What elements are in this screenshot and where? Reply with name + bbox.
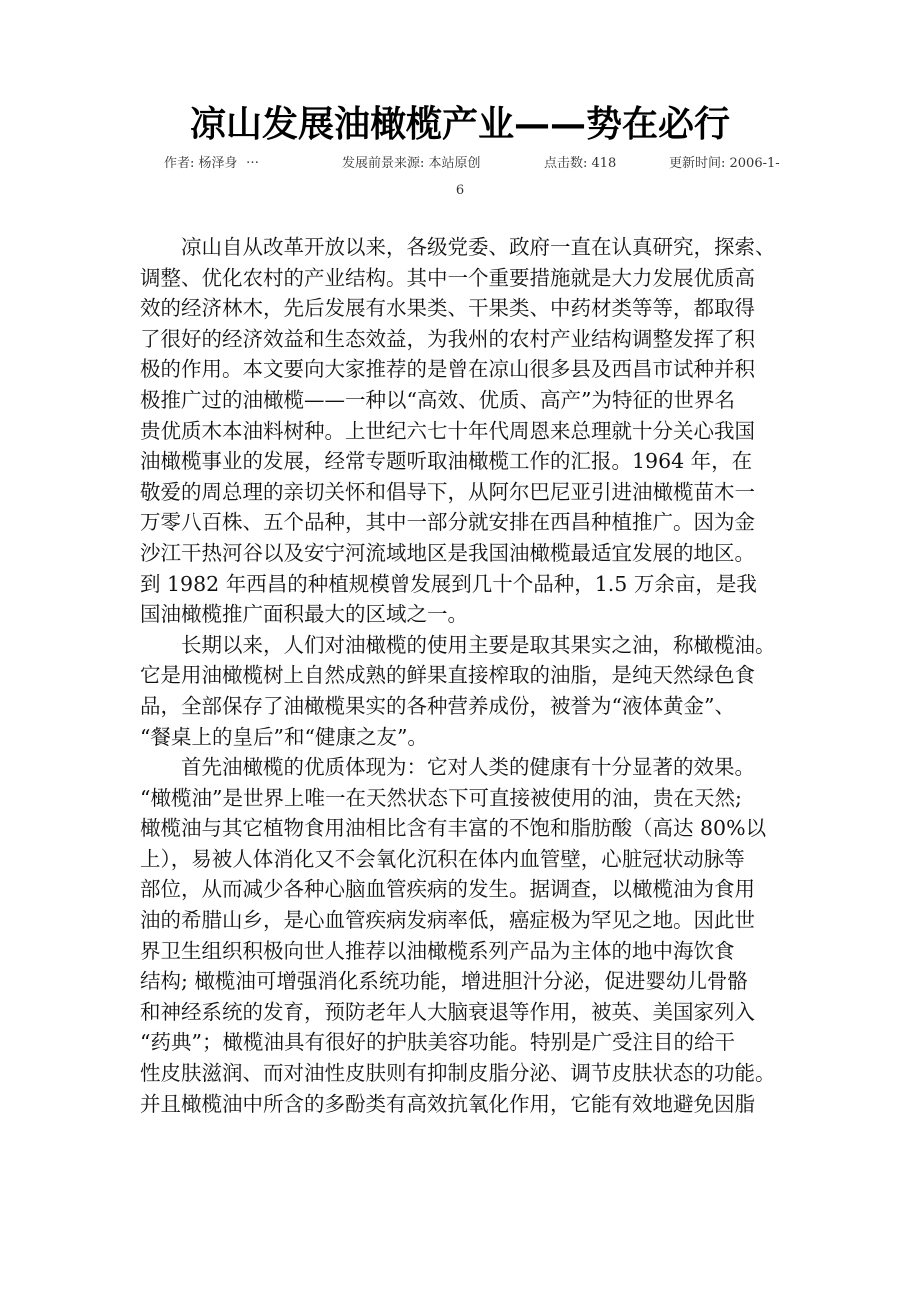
body-line: 极推广过的油橄榄——一种以“高效、优质、高产”为特征的世界名: [140, 387, 735, 412]
body-line: 到 1982 年西昌的种植规模曾发展到几十个品种，1.5 万余亩，是我: [140, 571, 757, 596]
body-line: 贵优质木本油料树种。上世纪六七十年代周恩来总理就十分关心我国: [140, 418, 755, 443]
body-line: 调整、优化农村的产业结构。其中一个重要措施就是大力发展优质高: [140, 265, 755, 290]
meta-source: 发展前景来源: 本站原创: [342, 156, 481, 171]
body-line: 极的作用。本文要向大家推荐的是曾在凉山很多县及西昌市试种并积: [140, 357, 755, 382]
page-title: 凉山发展油橄榄产业——势在必行: [189, 103, 730, 145]
body-line: 油的希腊山乡，是心血管疾病发病率低，癌症极为罕见之地。因此世: [140, 908, 755, 933]
meta-clicks: 点击数: 418: [544, 156, 617, 171]
body-line: 结构; 橄榄油可增强消化系统功能，增进胆汁分泌，促进婴幼儿骨骼: [140, 969, 748, 994]
body-line: 部位，从而减少各种心脑血管疾病的发生。据调查，以橄榄油为食用: [140, 877, 755, 902]
meta-author: 作者: 杨泽身: [164, 156, 238, 171]
body-line: 品，全部保存了油橄榄果实的各种营养成份，被誉为“液体黄金”、: [140, 693, 735, 718]
body-line: “橄榄油”是世界上唯一在天然状态下可直接被使用的油，贵在天然;: [140, 785, 742, 810]
body-line: 首先油橄榄的优质体现为：它对人类的健康有十分显著的效果。: [181, 755, 755, 780]
meta-updated: 更新时间: 2006-1-: [669, 156, 780, 171]
body-line: 敬爱的周总理的亲切关怀和倡导下，从阿尔巴尼亚引进油橄榄苗木一: [140, 479, 755, 504]
body-line: 和神经系统的发育，预防老年人大脑衰退等作用，被英、美国家列入: [140, 999, 755, 1024]
body-line: 长期以来，人们对油橄榄的使用主要是取其果实之油，称橄榄油。: [181, 632, 776, 657]
body-line: 性皮肤滋润、而对油性皮肤则有抑制皮脂分泌、调节皮肤状态的功能。: [140, 1061, 776, 1086]
body-line: 上），易被人体消化又不会氧化沉积在体内血管壁，心脏冠状动脉等: [140, 846, 745, 871]
article-meta: [164, 152, 784, 172]
body-line: 界卫生组织积极向世人推荐以油橄榄系列产品为主体的地中海饮食: [140, 938, 735, 963]
body-line: “药典”；橄榄油具有很好的护肤美容功能。特别是广受注目的给干: [140, 1030, 735, 1055]
body-line: 橄榄油与其它植物食用油相比含有丰富的不饱和脂肪酸（高达 80%以: [140, 816, 767, 841]
meta-updated-wrap: 6: [455, 183, 465, 198]
meta-ellipsis: …: [246, 152, 259, 167]
body-line: 万零八百株、五个品种，其中一部分就安排在西昌种植推广。因为金: [140, 510, 755, 535]
body-line: “餐桌上的皇后”和“健康之友”。: [140, 724, 428, 749]
article-body: [140, 232, 785, 1119]
body-line: 效的经济林木，先后发展有水果类、干果类、中药材类等等，都取得: [140, 296, 755, 321]
body-line: 国油橄榄推广面积最大的区域之一。: [140, 602, 468, 627]
body-line: 了很好的经济效益和生态效益，为我州的农村产业结构调整发挥了积: [140, 326, 755, 351]
body-line: 油橄榄事业的发展，经常专题听取油橄榄工作的汇报。1964 年，在: [140, 449, 753, 474]
body-line: 沙江干热河谷以及安宁河流域地区是我国油橄榄最适宜发展的地区。: [140, 540, 755, 565]
body-line: 凉山自从改革开放以来，各级党委、政府一直在认真研究，探索、: [181, 235, 776, 259]
body-line: 它是用油橄榄树上自然成熟的鲜果直接榨取的油脂，是纯天然绿色食: [140, 663, 755, 688]
body-line: 并且橄榄油中所含的多酚类有高效抗氧化作用，它能有效地避免因脂: [140, 1091, 755, 1116]
